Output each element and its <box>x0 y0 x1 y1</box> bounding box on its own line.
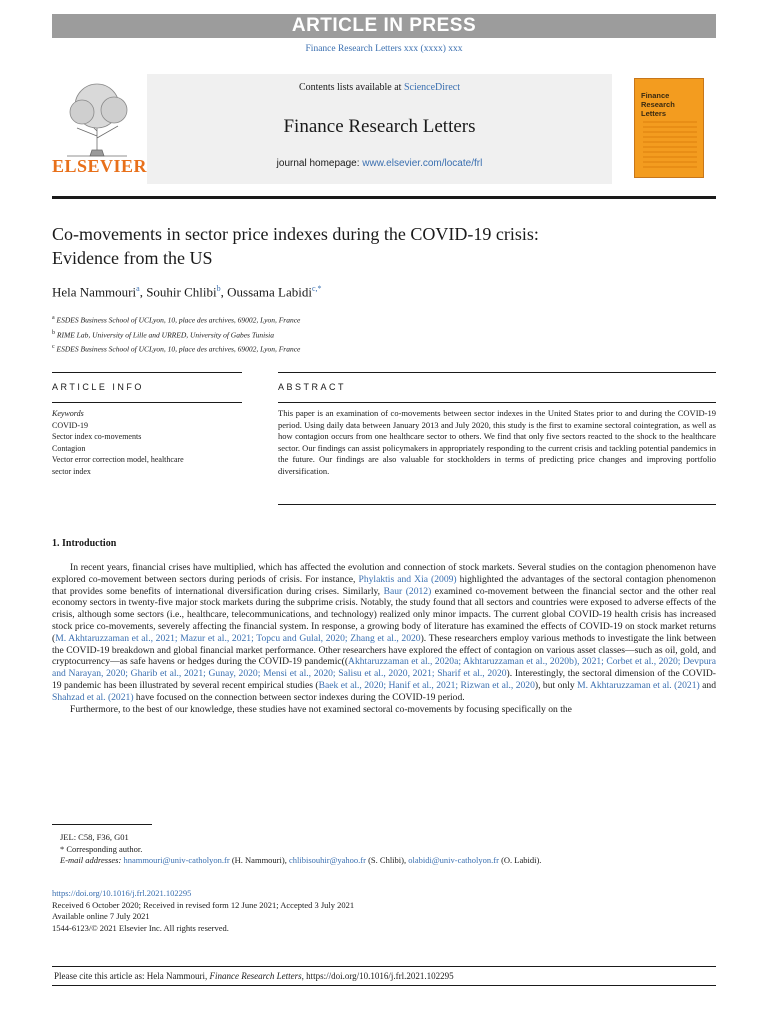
citation-link[interactable]: Phylaktis and Xia (2009) <box>358 573 457 585</box>
paragraph: Furthermore, to the best of our knowledge, these studies have not examined sectoral co-movements by focusing specifically on the <box>70 703 572 715</box>
article-info-rule <box>52 402 242 403</box>
contents-prefix: Contents lists available at <box>298 82 404 93</box>
keyword: sector index <box>52 466 91 476</box>
journal-cover-thumbnail <box>634 78 704 178</box>
affiliation-item: $^c$ ESDES Business School of UCLyon, 10, place des archives, 69002, Lyon, France <box>52 344 301 354</box>
email-link[interactable]: olabidi@univ-catholyon.fr <box>408 855 499 865</box>
keywords-label: Keywords <box>52 409 84 418</box>
doi-link[interactable]: https://doi.org/10.1016/j.frl.2021.102295 <box>52 888 192 898</box>
copyright: 1544-6123/© 2021 Elsevier Inc. All rights reserved. <box>52 922 229 933</box>
article-info-top-rule <box>52 372 242 373</box>
publication-info <box>52 888 716 934</box>
abstract-text: This paper is an examination of co-movements between sector indexes in the United States prior to and during the COVID-19 period. Using daily data between January 2013 and July 2020, this study is the first to examine sectoral cointegration, as well as how contagion occurs from one healthcare sector to others. We find that only five sectors reacted to the shock to the healthcare sector. Our findings can assist policymakers in appropriately responding to the current crisis and tackling potential pandemics in the future. Our findings are also valuable for stockholders in terms of predicting price changes and improving portfolio diversification. <box>278 408 716 476</box>
cite-this-article-box: Please cite this article as: Hela Nammouri, Finance Research Letters, https://doi.org/10.1016/j.frl.2021.102295 <box>52 966 716 986</box>
keyword: Sector index co-movements <box>52 432 142 441</box>
title-line-1: Co-movements in sector price indexes during the COVID-19 crisis: <box>52 224 539 244</box>
masthead-divider <box>52 196 716 199</box>
citation-link[interactable]: Akhtaruzzaman et al., 2020a; Akhtaruzzaman et al., 2020b), 2021; Corbet et al., 2020; Devpura and Narayan, 2020; Gharib et al., 2021; Gunay, 2020; Mensi et al., 2020; Salisu et al., 2020, 2021; Sharif et al., 2020 <box>52 656 717 680</box>
title-line-2: Evidence from the US <box>52 248 213 268</box>
elsevier-wordmark: ELSEVIER <box>52 156 148 176</box>
homepage-prefix: journal homepage: <box>276 158 363 169</box>
cover-pattern <box>643 121 697 171</box>
email-link[interactable]: hnammouri@univ-catholyon.fr <box>123 855 230 865</box>
author-name[interactable]: Souhir Chlibi <box>146 284 217 300</box>
citation-link[interactable]: M. Akhtaruzzaman et al. (2021) <box>577 679 700 691</box>
keyword: COVID-19 <box>52 420 88 430</box>
homepage-link[interactable]: www.elsevier.com/locate/frl <box>362 158 483 169</box>
email-addresses: E-mail addresses: hnammouri@univ-catholyon.fr (H. Nammouri), chlibisouhir@yahoo.fr (S. Chlibi), olabidi@univ-catholyon.fr (O. Labidi). <box>60 855 542 865</box>
journal-header-box <box>147 74 612 184</box>
affiliation-item: $^b$ RIME Lab, University of Lille and URRED, University of Gabes Tunisia <box>52 329 274 339</box>
keyword: Vector error correction model, healthcare <box>52 455 184 464</box>
introduction-body <box>52 562 716 715</box>
journal-masthead <box>52 70 716 190</box>
homepage-line <box>147 158 612 169</box>
citation-link[interactable]: Baur (2012) <box>383 585 432 597</box>
author-affil-marker[interactable]: b <box>216 284 221 293</box>
jel-codes: JEL: C58, F36, G01 <box>60 832 129 842</box>
citation-link[interactable]: Baek et al., 2020; Hanif et al., 2021; Rizwan et al., 2020 <box>318 679 535 691</box>
contents-line <box>147 82 612 93</box>
author-affil-marker[interactable]: a <box>136 284 140 293</box>
abstract-bottom-rule <box>278 504 716 505</box>
available-online: Available online 7 July 2021 <box>52 911 150 921</box>
paragraph: In recent years, financial crises have multiplied, which has affected the evolution and connection of stock markets. Several studies on the contagion phenomenon have explored co-movement between sectors during periods of crisis. For instance, Phylaktis and Xia (2009) highlighted the advantages of the sectoral contagion phenomenon that provides some benefits of international diversification during crises. Similarly, Baur (2012) examined co-movement between the financial sector and the other real economy sectors in twenty-five major stock markets during the subprime crisis. Notably, the study found that all sectors and countries were exposed to adverse effects of the crisis, although some sectors (i.e., healthcare, telecommunications, and technology) realized only minor impacts. The current global COVID-19 health crisis has increased stock price co-movements, severely affecting the financial system. In response, a growing body of literature has examined the effects of COVID-19 on stock market returns (M. Akhtaruzzaman et al., 2021; Mazur et al., 2021; Topcu and Gulal, 2020; Zhang et al., 2020). These researchers employ various methods to investigate the link between the COVID-19 breakdown and global financial market performance. Other researchers have explored the effect of contagion on various asset classes—such as oil, gold, and cryptocurrency—as safe havens or hedges during the COVID-19 pandemic((Akhtaruzzaman et al., 2020a; Akhtaruzzaman et al., 2020b), 2021; Corbet et al., 2020; Devpura and Narayan, 2020; Gharib et al., 2021; Gunay, 2020; Mensi et al., 2020; Salisu et al., 2020, 2021; Sharif et al., 2020). Interestingly, the sectoral dimension of the COVID-19 pandemic has been illustrated by several recent empirical studies (Baek et al., 2020; Hanif et al., 2021; Rizwan et al., 2020), but only M. Akhtaruzzaman et al. (2021) and Shahzad et al. (2021) have focused on the connection between sector indexes during the COVID-19 period. <box>52 562 717 703</box>
article-info-heading: ARTICLE INFO <box>52 382 144 392</box>
sciencedirect-link[interactable]: ScienceDirect <box>403 82 461 93</box>
footnotes <box>60 832 710 867</box>
affiliation-item: $^a$ ESDES Business School of UCLyon, 10, place des archives, 69002, Lyon, France <box>52 315 301 325</box>
abstract-rule <box>278 402 716 403</box>
email-link[interactable]: chlibisouhir@yahoo.fr <box>288 855 366 865</box>
citation-link[interactable]: Shahzad et al. (2021) <box>52 691 134 703</box>
citation-link[interactable]: M. Akhtaruzzaman et al., 2021; Mazur et al., 2021; Topcu and Gulal, 2020; Zhang et al., 2020 <box>55 632 421 644</box>
abstract-top-rule <box>278 372 716 373</box>
article-in-press-banner: ARTICLE IN PRESS <box>52 14 716 38</box>
journal-reference[interactable]: Finance Research Letters xxx (xxxx) xxx <box>305 44 463 54</box>
cite-journal: Finance Research Letters <box>209 971 302 981</box>
abstract-heading: ABSTRACT <box>278 382 347 392</box>
section-title-introduction: 1. Introduction <box>52 538 117 549</box>
author-list: Hela Nammouri$^a$, Souhir Chlibi$^b$, Oussama Labidi$^{c,*}$ <box>52 284 322 300</box>
author-affil-marker[interactable]: c,* <box>311 284 322 293</box>
cover-title: Finance Research Letters <box>641 91 675 118</box>
author-name[interactable]: Oussama Labidi <box>227 284 312 300</box>
corresponding-author-note: * Corresponding author. <box>60 843 143 854</box>
journal-title: Finance Research Letters <box>283 116 476 137</box>
author-name[interactable]: Hela Nammouri <box>52 284 137 300</box>
paper-title <box>52 222 692 270</box>
keywords-block <box>52 408 242 477</box>
keyword: Contagion <box>52 443 86 453</box>
received-dates: Received 6 October 2020; Received in revised form 12 June 2021; Accepted 3 July 2021 <box>52 899 355 910</box>
footnote-rule <box>52 824 152 825</box>
affiliation-list <box>52 312 692 356</box>
